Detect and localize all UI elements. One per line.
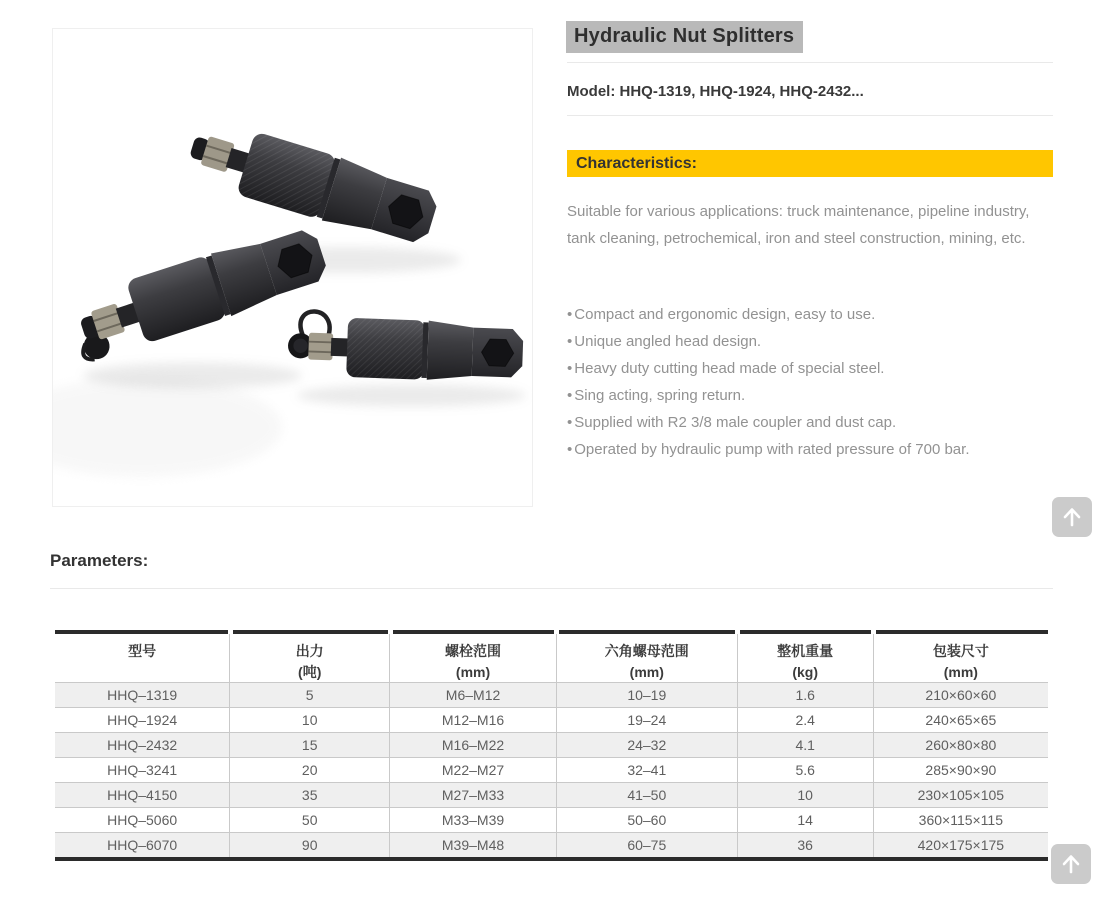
cell-model: HHQ–5060: [107, 812, 178, 828]
cell-package: 260×80×80: [873, 733, 1048, 758]
cell-hex-range: 32–41: [556, 758, 737, 783]
cell-model: HHQ–1924: [107, 712, 178, 728]
product-image: [52, 28, 533, 507]
cell-package: 285×90×90: [873, 758, 1048, 783]
cell-bolt-range: M39–M48: [390, 833, 557, 860]
description-line: Suitable for various applications: truck maintenance, pipeline industry,: [567, 203, 1030, 220]
table-row: [55, 683, 1048, 708]
arrow-up-icon: [1061, 506, 1083, 528]
cell-bolt-range: M33–M39: [390, 808, 557, 833]
scroll-to-top-button[interactable]: [1051, 844, 1091, 884]
divider: [567, 62, 1053, 63]
feature-item: • Compact and ergonomic design, easy to use.: [567, 301, 1067, 328]
model-line: Model: HHQ-1319, HHQ-1924, HHQ-2432...: [567, 83, 864, 100]
cell-weight: 1.6: [737, 683, 873, 708]
specs-table: [55, 630, 1048, 861]
characteristics-heading: Characteristics:: [567, 150, 1053, 177]
cell-output: 10: [230, 708, 390, 733]
cell-model: HHQ–1319: [107, 687, 178, 703]
page-title: Hydraulic Nut Splitters: [566, 21, 803, 53]
table-row: [55, 808, 1048, 833]
cell-model: HHQ–6070: [107, 837, 178, 853]
feature-item: • Operated by hydraulic pump with rated pressure of 700 bar.: [567, 436, 1067, 463]
parameters-table: [55, 630, 1048, 861]
column-header-weight: 整机重量 (kg): [737, 632, 873, 683]
cell-weight: 36: [737, 833, 873, 860]
cell-weight: 10: [737, 783, 873, 808]
description: [567, 198, 1067, 252]
cell-output: 90: [230, 833, 390, 860]
cell-bolt-range: M6–M12: [390, 683, 557, 708]
cell-hex-range: 41–50: [556, 783, 737, 808]
arrow-up-icon: [1060, 853, 1082, 875]
parameters-heading: Parameters:: [50, 551, 149, 570]
table-header-row: [55, 632, 1048, 683]
column-header-bolt-range: 螺栓范围 (mm): [390, 632, 557, 683]
cell-bolt-range: M12–M16: [390, 708, 557, 733]
feature-item: • Supplied with R2 3/8 male coupler and dust cap.: [567, 409, 1067, 436]
cell-output: 35: [230, 783, 390, 808]
cell-package: 360×115×115: [873, 808, 1048, 833]
divider: [567, 115, 1053, 116]
table-top-border-gap: [735, 630, 740, 634]
cell-output: 5: [230, 683, 390, 708]
cell-hex-range: 60–75: [556, 833, 737, 860]
cell-package: 230×105×105: [873, 783, 1048, 808]
scroll-to-top-button[interactable]: [1052, 497, 1092, 537]
feature-item: • Sing acting, spring return.: [567, 382, 1067, 409]
cell-hex-range: 50–60: [556, 808, 737, 833]
cell-weight: 2.4: [737, 708, 873, 733]
column-header-hex-nut-range: 六角螺母范围 (mm): [556, 632, 737, 683]
cell-package: 240×65×65: [873, 708, 1048, 733]
cell-hex-range: 24–32: [556, 733, 737, 758]
table-row: [55, 783, 1048, 808]
cell-weight: 5.6: [737, 758, 873, 783]
table-row: [55, 758, 1048, 783]
table-row: [55, 708, 1048, 733]
cell-weight: 14: [737, 808, 873, 833]
cell-output: 15: [230, 733, 390, 758]
table-top-border-gap: [388, 630, 393, 634]
cell-package: 210×60×60: [873, 683, 1048, 708]
description-line: tank cleaning, petrochemical, iron and steel construction, mining, etc.: [567, 230, 1026, 247]
cell-weight: 4.1: [737, 733, 873, 758]
cell-model: HHQ–2432: [107, 737, 178, 753]
feature-list: [567, 301, 1067, 463]
cell-output: 20: [230, 758, 390, 783]
table-top-border-gap: [228, 630, 233, 634]
column-header-output: 出力 (吨): [230, 632, 390, 683]
table-row: [55, 833, 1048, 860]
cell-bolt-range: M16–M22: [390, 733, 557, 758]
cell-hex-range: 19–24: [556, 708, 737, 733]
feature-item: • Heavy duty cutting head made of special steel.: [567, 355, 1067, 382]
table-row: [55, 733, 1048, 758]
cell-model: HHQ–4150: [107, 787, 178, 803]
cell-model: HHQ–3241: [107, 762, 178, 778]
cell-output: 50: [230, 808, 390, 833]
column-header-model: 型号: [55, 632, 230, 683]
cell-bolt-range: M27–M33: [390, 783, 557, 808]
cell-bolt-range: M22–M27: [390, 758, 557, 783]
table-top-border-gap: [871, 630, 876, 634]
table-top-border-gap: [554, 630, 559, 634]
cell-package: 420×175×175: [873, 833, 1048, 860]
feature-item: • Unique angled head design.: [567, 328, 1067, 355]
nut-splitters-photo-illustration: [53, 29, 532, 506]
column-header-package-size: 包装尺寸 (mm): [873, 632, 1048, 683]
divider: [50, 588, 1053, 589]
cell-hex-range: 10–19: [556, 683, 737, 708]
